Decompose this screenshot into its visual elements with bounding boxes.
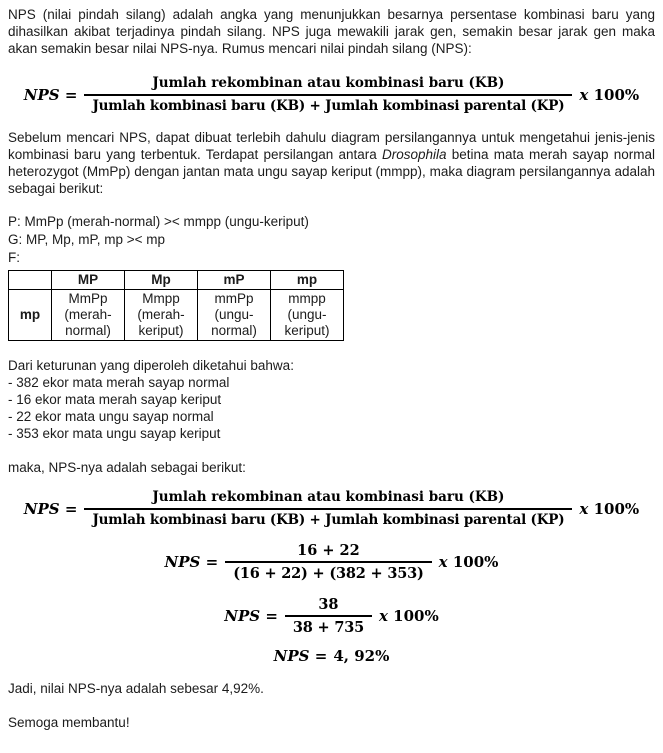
calc-step-2-formula — [8, 542, 655, 582]
nps-definition-formula — [8, 75, 655, 115]
phenotype-line2: keriput) — [284, 323, 330, 338]
punnett-col-header: mP — [198, 271, 271, 290]
calc-step-1-formula — [8, 489, 655, 529]
formula-fraction — [84, 489, 572, 529]
filial-line: F: — [8, 250, 20, 265]
punnett-cell — [271, 290, 344, 341]
formula-lhs: NPS = — [273, 647, 328, 665]
species-name: Drosophila — [382, 147, 447, 162]
fraction-denominator: 38 + 735 — [285, 615, 372, 636]
punnett-header-row — [9, 271, 344, 290]
cross-text-before: Sebelum mencari NPS, dapat dibuat terlebih dahulu diagram persilangannya untuk mengetahui jenis-jenis kombinasi baru yang terbentuk. Terdapat persilangan antara — [8, 130, 655, 162]
punnett-cell — [198, 290, 271, 341]
phenotype-line2: normal) — [211, 323, 257, 338]
conclusion-line: Jadi, nilai NPS-nya adalah sebesar 4,92%. — [8, 681, 264, 696]
formula-multiplier: x 100% — [378, 607, 439, 625]
genotype: Mmpp — [142, 291, 180, 306]
offspring-data-section — [8, 357, 655, 442]
cross-text-after: betina mata merah sayap normal heterozygot (MmPp) dengan jantan mata ungu sayap keriput (mmpp), maka diagram persilangannya adalah sebagai berikut: — [8, 147, 655, 196]
formula-fraction — [225, 542, 431, 582]
punnett-col-header: MP — [52, 271, 125, 290]
genotype: mmPp — [214, 291, 254, 306]
phenotype-line2: normal) — [65, 323, 111, 338]
punnett-col-header: mp — [271, 271, 344, 290]
punnett-corner-cell — [9, 271, 52, 290]
fraction-denominator: Jumlah kombinasi baru (KB) + Jumlah kombinasi parental (KP) — [84, 94, 572, 115]
offspring-item: - 382 ekor mata merah sayap normal — [8, 375, 230, 390]
formula-lhs: NPS = — [23, 86, 78, 104]
calc-result-formula — [8, 647, 655, 665]
formula-fraction — [285, 596, 372, 636]
signoff-line: Semoga membantu! — [8, 715, 130, 730]
phenotype-line1: (ungu- — [214, 307, 254, 322]
result-value: 4, 92% — [333, 647, 390, 665]
formula-multiplier: x 100% — [579, 86, 640, 104]
punnett-cell — [52, 290, 125, 341]
offspring-item: - 22 ekor mata ungu sayap normal — [8, 409, 214, 424]
calculation-lead-in: maka, NPS-nya adalah sebagai berikut: — [8, 460, 246, 475]
punnett-cell — [125, 290, 198, 341]
phenotype-line1: (merah- — [64, 307, 112, 322]
fraction-numerator: Jumlah rekombinan atau kombinasi baru (KB) — [152, 75, 505, 91]
punnett-data-row — [9, 290, 344, 341]
formula-multiplier: x 100% — [579, 500, 640, 518]
formula-lhs: NPS = — [23, 500, 78, 518]
formula-multiplier: x 100% — [438, 553, 499, 571]
fraction-numerator: Jumlah rekombinan atau kombinasi baru (KB) — [152, 489, 505, 505]
fraction-numerator: 38 — [318, 596, 339, 613]
fraction-denominator: Jumlah kombinasi baru (KB) + Jumlah kombinasi parental (KP) — [84, 508, 572, 529]
intro-paragraph: NPS (nilai pindah silang) adalah angka yang menunjukkan besarnya persentase kombinasi baru yang dihasilkan akibat terjadinya pindah silang. NPS juga mewakili jarak gen, semakin besar jarak gen maka akan semakin besar nilai NPS-nya. Rumus mencari nilai pindah silang (NPS): — [8, 7, 655, 56]
fraction-numerator: 16 + 22 — [297, 542, 360, 559]
gametes-line: G: MP, Mp, mP, mp >< mp — [8, 232, 166, 247]
phenotype-line1: (merah- — [137, 307, 185, 322]
punnett-col-header: Mp — [125, 271, 198, 290]
calc-step-3-formula — [8, 596, 655, 636]
formula-lhs: NPS = — [164, 553, 219, 571]
formula-lhs: NPS = — [224, 607, 278, 625]
cross-explanation-paragraph — [8, 129, 655, 197]
offspring-intro: Dari keturunan yang diperoleh diketahui bahwa: — [8, 358, 294, 373]
cross-diagram — [8, 213, 655, 267]
phenotype-line2: keriput) — [138, 323, 184, 338]
punnett-table — [8, 270, 344, 341]
genotype: mmpp — [288, 291, 326, 306]
punnett-row-header: mp — [9, 290, 52, 341]
phenotype-line1: (ungu- — [287, 307, 327, 322]
formula-fraction — [84, 75, 572, 115]
genotype: MmPp — [68, 291, 108, 306]
fraction-denominator: (16 + 22) + (382 + 353) — [225, 561, 431, 582]
parental-line: P: MmPp (merah-normal) >< mmpp (ungu-keriput) — [8, 214, 309, 229]
offspring-item: - 353 ekor mata ungu sayap keriput — [8, 426, 221, 441]
offspring-item: - 16 ekor mata merah sayap keriput — [8, 392, 222, 407]
